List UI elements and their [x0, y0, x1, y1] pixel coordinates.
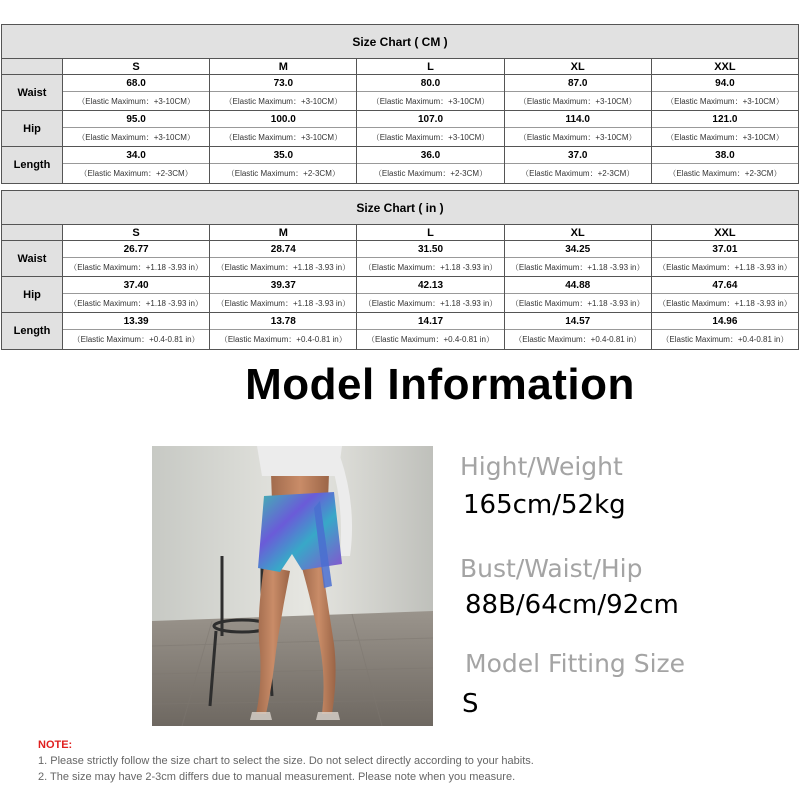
elastic-note: （Elastic Maximum：+3-10CM） — [518, 132, 637, 142]
row-label: Waist — [2, 75, 63, 110]
table-row — [2, 147, 798, 183]
elastic-note: （Elastic Maximum：+3-10CM） — [77, 96, 195, 106]
measurement-value: 37.0 — [505, 147, 651, 164]
table-row — [2, 277, 798, 313]
elastic-note: （Elastic Maximum：+0.4-0.81 in） — [514, 335, 642, 344]
table-cell — [210, 313, 357, 349]
measurement-value: 14.57 — [505, 313, 651, 330]
elastic-note: （Elastic Maximum：+0.4-0.81 in） — [219, 335, 347, 344]
size-chart-in-title: Size Chart ( in ) — [2, 191, 798, 225]
row-label: Length — [2, 313, 63, 349]
measurement-value: 95.0 — [63, 111, 209, 128]
table-row — [2, 241, 798, 277]
measurement-value: 100.0 — [210, 111, 356, 128]
size-chart-cm — [1, 24, 799, 184]
size-header: XL — [505, 59, 652, 74]
measurement-value: 94.0 — [652, 75, 798, 92]
row-label: Hip — [2, 111, 63, 146]
table-cell — [357, 75, 504, 110]
elastic-note: （Elastic Maximum：+2-3CM） — [79, 169, 193, 178]
note-line-1: 1. Please strictly follow the size chart to select the size. Do not select directly according to your habits. — [38, 755, 534, 767]
measurement-value: 73.0 — [210, 75, 356, 92]
table-cell — [505, 313, 652, 349]
table-cell — [505, 111, 652, 146]
measurement-value: 14.17 — [357, 313, 503, 330]
table-cell — [63, 75, 210, 110]
measurement-value: 121.0 — [652, 111, 798, 128]
table-row — [2, 111, 798, 147]
measurement-value: 39.37 — [210, 277, 356, 294]
table-cell — [357, 241, 504, 276]
elastic-note: （Elastic Maximum：+1.18 -3.93 in） — [658, 262, 792, 272]
size-header: L — [357, 225, 504, 240]
size-chart-cm-title: Size Chart ( CM ) — [2, 25, 798, 59]
elastic-note: （Elastic Maximum：+1.18 -3.93 in） — [363, 262, 498, 272]
measurement-value: 68.0 — [63, 75, 209, 92]
table-cell — [357, 313, 504, 349]
header-blank-cell — [2, 59, 63, 74]
elastic-note: （Elastic Maximum：+1.18 -3.93 in） — [69, 262, 203, 272]
row-label: Waist — [2, 241, 63, 276]
header-blank-cell — [2, 225, 63, 240]
table-cell — [63, 277, 210, 312]
table-cell — [357, 277, 504, 312]
measurement-value: 31.50 — [357, 241, 503, 258]
measurement-value: 87.0 — [505, 75, 651, 92]
measurement-value: 80.0 — [357, 75, 503, 92]
elastic-note: （Elastic Maximum：+1.18 -3.93 in） — [363, 298, 498, 308]
elastic-note: （Elastic Maximum：+2-3CM） — [226, 169, 340, 178]
size-chart-cm-body — [2, 75, 798, 183]
elastic-note: （Elastic Maximum：+3-10CM） — [77, 132, 195, 142]
table-cell — [210, 147, 357, 183]
size-header: XXL — [652, 225, 798, 240]
elastic-note: （Elastic Maximum：+3-10CM） — [224, 132, 343, 142]
measurement-value: 114.0 — [505, 111, 651, 128]
table-cell — [210, 241, 357, 276]
bust-waist-hip-value: 88B/64cm/92cm — [465, 590, 679, 620]
measurement-value: 13.78 — [210, 313, 356, 330]
elastic-note: （Elastic Maximum：+3-10CM） — [666, 96, 784, 106]
elastic-note: （Elastic Maximum：+0.4-0.81 in） — [72, 335, 200, 344]
measurement-value: 28.74 — [210, 241, 356, 258]
measurement-value: 34.25 — [505, 241, 651, 258]
table-cell — [505, 241, 652, 276]
table-cell — [357, 147, 504, 183]
table-cell — [505, 277, 652, 312]
measurement-value: 35.0 — [210, 147, 356, 164]
measurement-value: 36.0 — [357, 147, 503, 164]
note-title: NOTE: — [38, 739, 73, 751]
table-cell — [652, 75, 798, 110]
note-line-2: 2. The size may have 2-3cm differs due to manual measurement. Please note when you measure. — [38, 771, 516, 783]
measurement-value: 37.40 — [63, 277, 209, 294]
table-cell — [652, 147, 798, 183]
table-row — [2, 75, 798, 111]
table-cell — [63, 313, 210, 349]
size-header: L — [357, 59, 504, 74]
measurement-value: 37.01 — [652, 241, 798, 258]
elastic-note: （Elastic Maximum：+1.18 -3.93 in） — [658, 298, 792, 308]
elastic-note: （Elastic Maximum：+1.18 -3.93 in） — [216, 262, 351, 272]
elastic-note: （Elastic Maximum：+3-10CM） — [371, 96, 490, 106]
elastic-note: （Elastic Maximum：+1.18 -3.93 in） — [510, 298, 645, 308]
size-header: XL — [505, 225, 652, 240]
measurement-value: 26.77 — [63, 241, 209, 258]
measurement-value: 38.0 — [652, 147, 798, 164]
elastic-note: （Elastic Maximum：+1.18 -3.93 in） — [510, 262, 645, 272]
row-label: Hip — [2, 277, 63, 312]
size-chart-in-header — [2, 225, 798, 241]
measurement-value: 44.88 — [505, 277, 651, 294]
table-cell — [652, 277, 798, 312]
elastic-note: （Elastic Maximum：+0.4-0.81 in） — [661, 335, 789, 344]
measurement-value: 107.0 — [357, 111, 503, 128]
row-label: Length — [2, 147, 63, 183]
height-weight-value: 165cm/52kg — [463, 490, 626, 520]
table-cell — [652, 111, 798, 146]
elastic-note: （Elastic Maximum：+1.18 -3.93 in） — [69, 298, 203, 308]
size-chart-in-body — [2, 241, 798, 349]
measurement-value: 47.64 — [652, 277, 798, 294]
elastic-note: （Elastic Maximum：+0.4-0.81 in） — [367, 335, 494, 344]
measurement-value: 14.96 — [652, 313, 798, 330]
elastic-note: （Elastic Maximum：+2-3CM） — [668, 169, 782, 178]
fitting-size-label: Model Fitting Size — [465, 649, 686, 678]
size-header: S — [63, 59, 210, 74]
table-cell — [652, 313, 798, 349]
table-cell — [63, 241, 210, 276]
height-weight-label: Hight/Weight — [460, 452, 623, 481]
model-photo — [152, 446, 433, 726]
table-cell — [210, 277, 357, 312]
measurement-value: 13.39 — [63, 313, 209, 330]
elastic-note: （Elastic Maximum：+3-10CM） — [371, 132, 490, 142]
elastic-note: （Elastic Maximum：+2-3CM） — [521, 169, 635, 178]
table-cell — [210, 75, 357, 110]
size-header: XXL — [652, 59, 798, 74]
elastic-note: （Elastic Maximum：+3-10CM） — [666, 132, 784, 142]
fitting-size-value: S — [462, 689, 479, 719]
size-chart-in — [1, 190, 799, 350]
table-cell — [357, 111, 504, 146]
bust-waist-hip-label: Bust/Waist/Hip — [460, 554, 643, 583]
table-cell — [505, 75, 652, 110]
elastic-note: （Elastic Maximum：+1.18 -3.93 in） — [216, 298, 351, 308]
measurement-value: 42.13 — [357, 277, 503, 294]
table-cell — [63, 147, 210, 183]
table-row — [2, 313, 798, 349]
table-cell — [210, 111, 357, 146]
model-info-heading: Model Information — [245, 360, 635, 409]
size-chart-cm-header — [2, 59, 798, 75]
table-cell — [652, 241, 798, 276]
measurement-value: 34.0 — [63, 147, 209, 164]
size-header: M — [210, 225, 357, 240]
table-cell — [505, 147, 652, 183]
table-cell — [63, 111, 210, 146]
size-header: M — [210, 59, 357, 74]
elastic-note: （Elastic Maximum：+3-10CM） — [224, 96, 343, 106]
size-header: S — [63, 225, 210, 240]
elastic-note: （Elastic Maximum：+3-10CM） — [518, 96, 637, 106]
elastic-note: （Elastic Maximum：+2-3CM） — [373, 169, 488, 178]
